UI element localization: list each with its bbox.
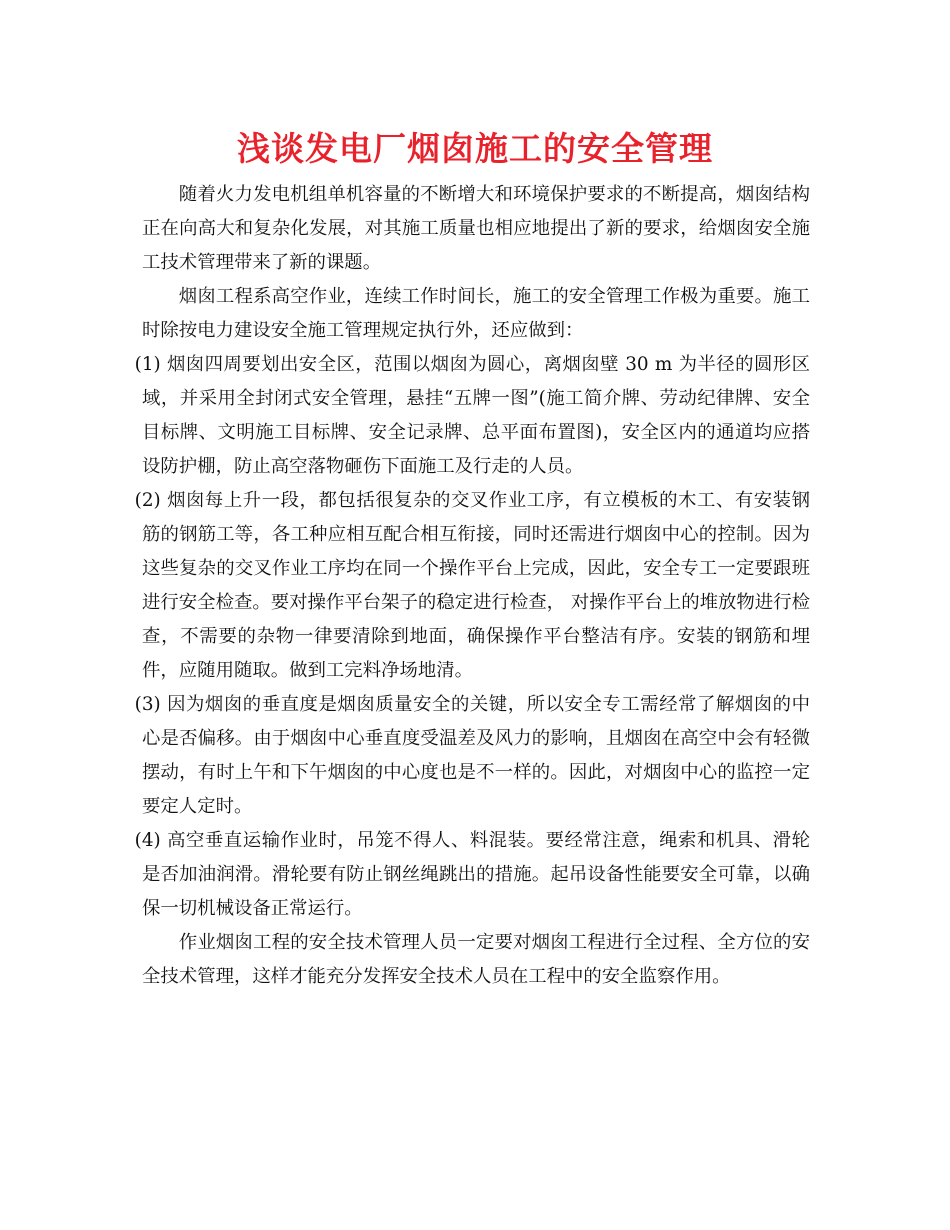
list-item: (3) 因为烟囱的垂直度是烟囱质量安全的关键，所以安全专工需经常了解烟囱的中心是否偏移。由于烟囱中心垂直度受温差及风力的影响，且烟囱在高空中会有轻微摆动，有时上午和下午烟囱的中心度也是不一样的。因此，对烟囱中心的监控一定要定人定时。 xyxy=(134,694,810,817)
requirements-paragraph: 烟囱工程系高空作业，连续工作时间长，施工的安全管理工作极为重要。施工时除按电力建设安全施工管理规定执行外，还应做到： xyxy=(142,286,810,341)
document-body xyxy=(134,178,810,994)
conclusion-paragraph: 作业烟囱工程的安全技术管理人员一定要对烟囱工程进行全过程、全方位的安全技术管理，这样才能充分发挥安全技术人员在工程中的安全监察作用。 xyxy=(142,932,810,987)
list-item: (4) 高空垂直运输作业时，吊笼不得人、料混装。要经常注意，绳索和机具、滑轮是否加油润滑。滑轮要有防止钢丝绳跳出的措施。起吊设备性能要安全可靠，以确保一切机械设备正常运行。 xyxy=(134,830,810,919)
list-item: (1) 烟囱四周要划出安全区，范围以烟囱为圆心，离烟囱壁 30 m 为半径的圆形区域，并采用全封闭式安全管理，悬挂“五牌一图”(施工简介牌、劳动纪律牌、安全目标牌、文明施工目标牌、安全记录牌、总平面布置图)，安全区内的通道均应搭设防护棚，防止高空落物砸伤下面施工及行走的人员。 xyxy=(134,354,810,477)
document-title: 浅谈发电厂烟囱施工的安全管理 xyxy=(237,129,713,168)
list-item: (2) 烟囱每上升一段，都包括很复杂的交叉作业工序，有立模板的木工、有安装钢筋的钢筋工等，各工种应相互配合相互衔接，同时还需进行烟囱中心的控制。因为这些复杂的交叉作业工序均在同一个操作平台上完成，因此，安全专工一定要跟班进行安全检查。要对操作平台架子的稳定进行检查， 对操作平台上的堆放物进行检查，不需要的杂物一律要清除到地面，确保操作平台整洁有序。安装的钢筋和埋件，应随用随取。做到工完料净场地清。 xyxy=(134,490,810,681)
intro-paragraph: 随着火力发电机组单机容量的不断增大和环境保护要求的不断提高，烟囱结构正在向高大和复杂化发展，对其施工质量也相应地提出了新的要求，给烟囱安全施工技术管理带来了新的课题。 xyxy=(142,184,810,273)
